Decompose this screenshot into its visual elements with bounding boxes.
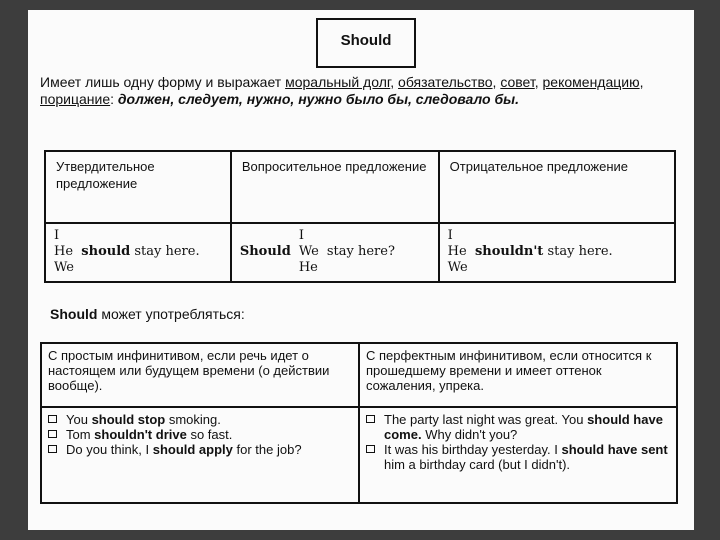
usage-header-simple: С простым инфинитивом, если речь идет о настоящем или будущем времени (о действии вообще).	[41, 343, 359, 407]
intro-term: рекомендацию	[542, 74, 640, 90]
usage-word: Should	[50, 306, 98, 322]
question-cell	[231, 223, 439, 282]
subject: We	[54, 260, 74, 275]
list-item: The party last night was great. You should have come. Why didn't you?	[366, 412, 670, 442]
list-item: Do you think, I should apply for the job?	[48, 442, 352, 457]
subject: I	[447, 228, 453, 243]
subject: He	[447, 244, 467, 259]
usage-header-perfect: С перфектным инфинитивом, если относится к прошедшему времени и имеет оттенок сожаления, упрека.	[359, 343, 677, 407]
intro-sep: :	[110, 91, 118, 107]
intro-meanings: должен, следует, нужно, нужно было бы, следовало бы.	[117, 91, 519, 107]
intro-term: обязательство	[398, 74, 493, 90]
subject: I	[54, 228, 60, 243]
intro-sep: ,	[390, 74, 399, 90]
checkbox-icon	[48, 415, 57, 423]
subject: He	[298, 260, 318, 275]
list-item: Tom shouldn't drive so fast.	[48, 427, 352, 442]
intro-sep: ,	[639, 74, 644, 90]
intro-sep: ,	[534, 74, 543, 90]
examples-perfect	[359, 407, 677, 503]
usage-note	[50, 306, 245, 322]
list-item: You should stop smoking.	[48, 412, 352, 427]
intro-paragraph	[40, 74, 686, 108]
modal-verb: Should	[239, 244, 291, 259]
subject: He	[54, 244, 74, 259]
checkbox-icon	[48, 430, 57, 438]
usage-text: может употребляться:	[97, 306, 245, 322]
subject: We	[447, 260, 468, 275]
page-title: Should	[316, 18, 416, 68]
question-grid	[240, 228, 395, 276]
modal-verb: should	[81, 244, 131, 259]
header-affirmative: Утвердительное предложение	[45, 151, 231, 223]
usage-table	[40, 342, 678, 504]
header-negative: Отрицательное предложение	[439, 151, 675, 223]
subject: I	[298, 228, 304, 243]
header-question: Вопросительное предложение	[231, 151, 439, 223]
negative-cell	[439, 223, 675, 282]
forms-table	[44, 150, 676, 283]
checkbox-icon	[366, 445, 375, 453]
affirmative-cell	[45, 223, 231, 282]
intro-term: моральный долг	[285, 74, 391, 90]
modal-verb: shouldn't	[474, 244, 544, 259]
intro-text: Имеет лишь одну форму и выражает	[40, 74, 286, 90]
verb-phrase: stay here.	[134, 244, 200, 259]
checkbox-icon	[48, 445, 57, 453]
intro-sep: ,	[492, 74, 501, 90]
checkbox-icon	[366, 415, 375, 423]
document-page	[28, 10, 694, 530]
intro-term: совет	[500, 74, 535, 90]
verb-phrase: stay here.	[547, 244, 613, 259]
subject: We	[298, 244, 319, 259]
verb-phrase: stay here?	[326, 244, 395, 259]
list-item: It was his birthday yesterday. I should have sent him a birthday card (but I didn't).	[366, 442, 670, 472]
examples-simple	[41, 407, 359, 503]
intro-term: порицание	[40, 91, 111, 107]
